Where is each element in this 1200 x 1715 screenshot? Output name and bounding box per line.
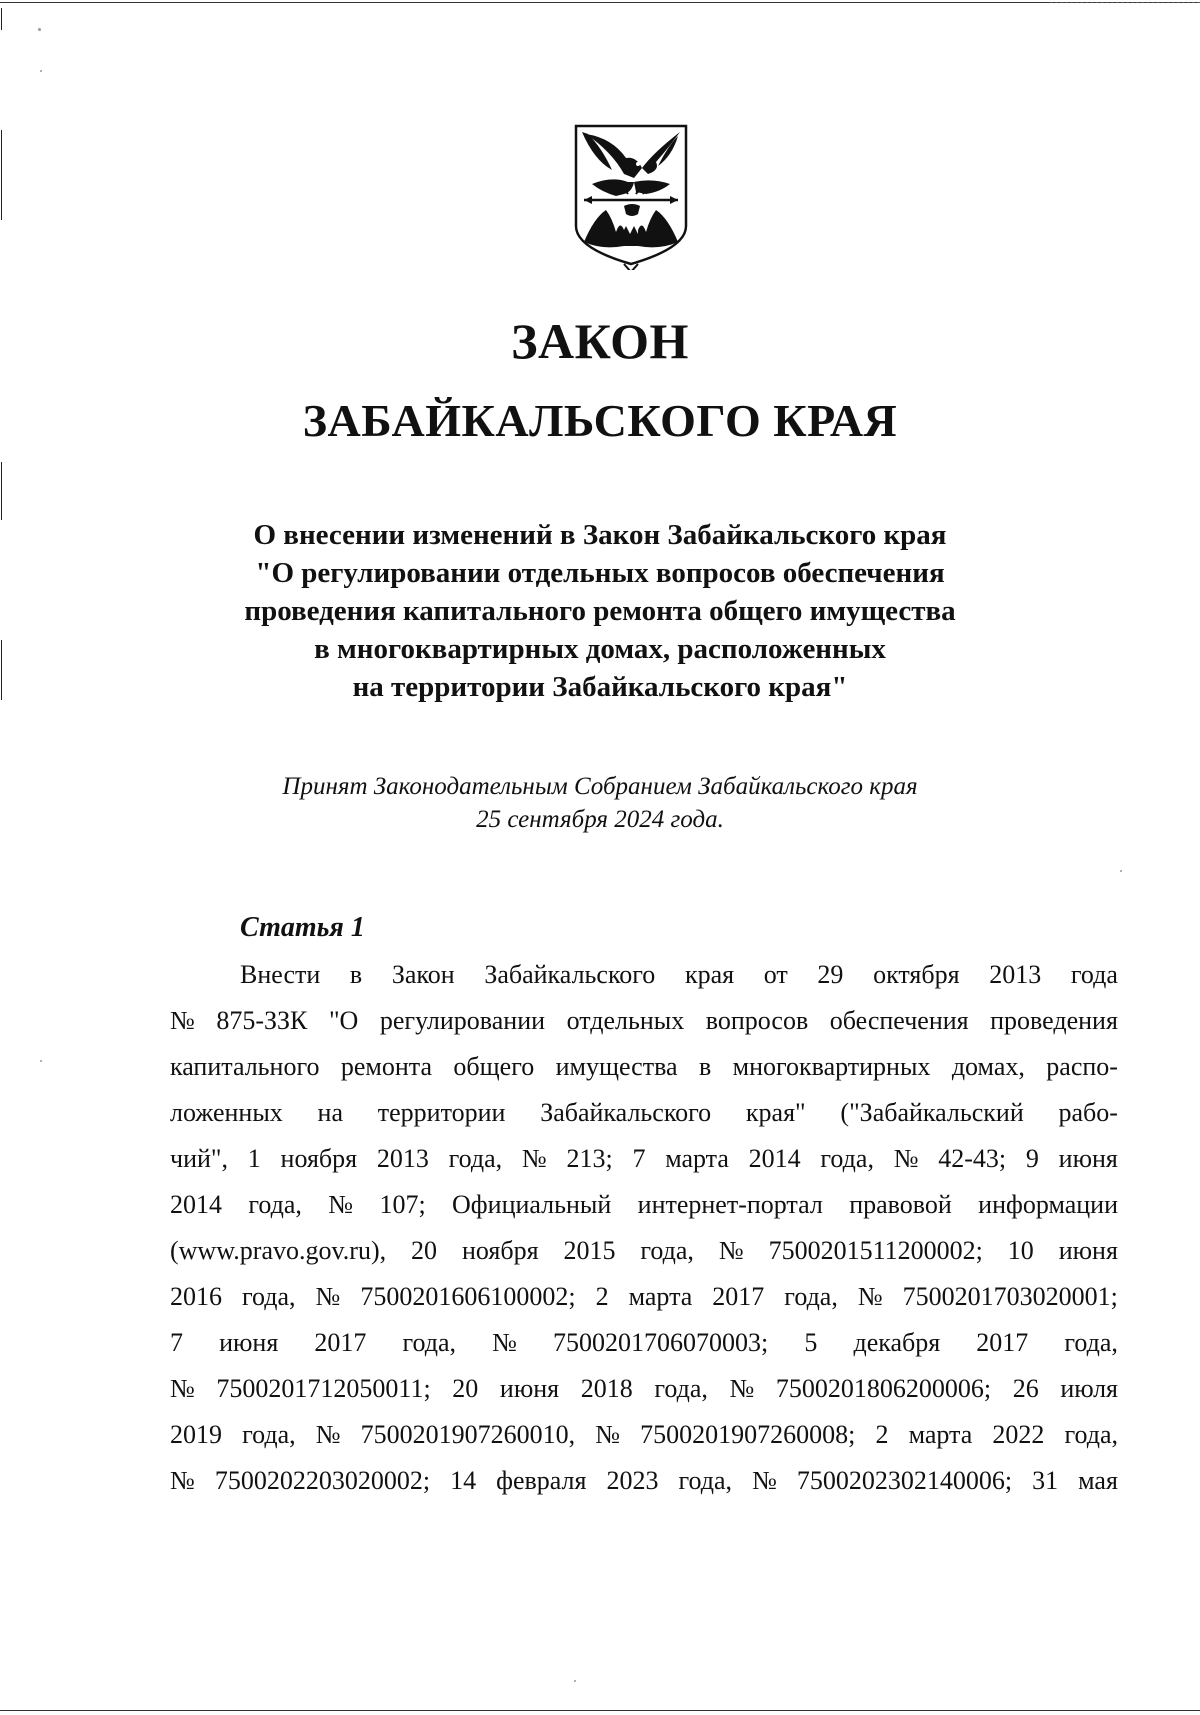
body-word: № bbox=[315, 1420, 341, 1449]
body-word: ложенных bbox=[170, 1098, 283, 1127]
law-subject bbox=[200, 516, 1000, 706]
body-line bbox=[170, 1274, 1118, 1320]
body-word: Внести bbox=[240, 960, 321, 989]
body-word: 14 bbox=[450, 1466, 477, 1495]
body-word: июня bbox=[499, 1374, 560, 1403]
body-word: 7500201907260010, bbox=[360, 1420, 576, 1449]
body-word: 42-43; bbox=[938, 1144, 1007, 1173]
body-word: № bbox=[315, 1282, 341, 1311]
body-word: распо- bbox=[1046, 1052, 1118, 1081]
body-word: 2015 bbox=[563, 1236, 616, 1265]
subject-line: проведения капитального ремонта общего имущества bbox=[244, 595, 956, 627]
body-word: № bbox=[328, 1190, 354, 1219]
body-word: 29 bbox=[817, 960, 844, 989]
subject-line: "О регулировании отдельных вопросов обеспечения bbox=[255, 557, 945, 589]
body-word: № bbox=[170, 1466, 195, 1495]
body-word: территории bbox=[377, 1098, 506, 1127]
body-word: марта bbox=[628, 1282, 693, 1311]
margin-mark bbox=[1, 8, 2, 30]
body-word: № bbox=[170, 1006, 195, 1035]
body-word: 2014 bbox=[170, 1190, 222, 1219]
body-word: 7 bbox=[170, 1328, 183, 1357]
law-region-title: ЗАБАЙКАЛЬСКОГО КРАЯ bbox=[302, 395, 898, 446]
body-word: проведения bbox=[990, 1006, 1118, 1035]
body-word: № bbox=[492, 1328, 517, 1357]
body-line bbox=[170, 1136, 1118, 1182]
body-word: 10 bbox=[1007, 1236, 1034, 1265]
adoption-line: 25 сентября 2024 года. bbox=[476, 806, 724, 833]
law-title: ЗАКОН bbox=[511, 313, 689, 369]
body-word: рабо- bbox=[1058, 1098, 1118, 1127]
body-word: в bbox=[349, 960, 363, 989]
body-word: 2013 bbox=[989, 960, 1042, 989]
subject-line: в многоквартирных домах, расположенных bbox=[314, 633, 886, 665]
body-word: года, bbox=[784, 1282, 838, 1311]
body-line bbox=[170, 998, 1118, 1044]
body-word: 2017 bbox=[712, 1282, 765, 1311]
body-word: 213; bbox=[566, 1144, 613, 1173]
body-word: марта bbox=[665, 1144, 729, 1173]
margin-mark bbox=[1, 462, 2, 520]
body-word: 2019 bbox=[170, 1420, 222, 1449]
body-word: (www.pravo.gov.ru), bbox=[170, 1236, 387, 1265]
body-word: года, bbox=[1064, 1328, 1118, 1357]
article-body bbox=[170, 952, 1118, 1504]
body-word: 31 bbox=[1032, 1466, 1059, 1495]
scan-edge-bottom bbox=[0, 1710, 1200, 1711]
body-word: отдельных bbox=[566, 1006, 685, 1035]
body-word: года, bbox=[640, 1236, 694, 1265]
subject-line: на территории Забайкальского края" bbox=[352, 671, 848, 703]
adoption-note bbox=[200, 770, 1000, 836]
body-word: Официальный bbox=[452, 1190, 612, 1219]
body-word: Закон bbox=[391, 960, 455, 989]
body-word: 26 bbox=[1012, 1374, 1039, 1403]
body-word: многоквартирных bbox=[732, 1052, 931, 1081]
body-word: февраля bbox=[496, 1466, 587, 1495]
body-word: № bbox=[718, 1236, 744, 1265]
body-word: вопросов bbox=[705, 1006, 809, 1035]
body-word: 20 bbox=[452, 1374, 479, 1403]
scan-speck bbox=[40, 70, 42, 72]
body-word: края bbox=[684, 960, 735, 989]
body-word: в bbox=[698, 1052, 712, 1081]
body-word: года, bbox=[402, 1328, 457, 1357]
body-word: октября bbox=[873, 960, 960, 989]
body-word: правовой bbox=[849, 1190, 952, 1219]
body-line bbox=[170, 1320, 1118, 1366]
scan-edge-top-dashed bbox=[1050, 2, 1200, 3]
body-word: 9 bbox=[1025, 1144, 1039, 1173]
body-word: 7500201511200002; bbox=[768, 1236, 983, 1265]
body-word: ноября bbox=[280, 1144, 358, 1173]
body-word: июля bbox=[1060, 1374, 1118, 1403]
body-word: марта bbox=[908, 1420, 973, 1449]
body-word: 2017 bbox=[314, 1328, 367, 1357]
body-word: ремонта bbox=[340, 1052, 433, 1081]
body-word: информации bbox=[978, 1190, 1118, 1219]
body-word: 2017 bbox=[976, 1328, 1029, 1357]
body-word: 7 bbox=[632, 1144, 646, 1173]
body-line bbox=[170, 1228, 1118, 1274]
body-word: № bbox=[752, 1466, 777, 1495]
body-line bbox=[170, 1412, 1118, 1458]
body-word: капитального bbox=[170, 1052, 320, 1081]
body-line bbox=[170, 1182, 1118, 1228]
scan-edge-top bbox=[0, 2, 1200, 3]
body-word: года, bbox=[448, 1144, 503, 1173]
body-word: Забайкальского bbox=[540, 1098, 712, 1127]
body-word: мая bbox=[1078, 1466, 1118, 1495]
adoption-line: Принят Законодательным Собранием Забайкальского края bbox=[282, 773, 918, 800]
body-line bbox=[170, 1090, 1118, 1136]
body-word: 1 bbox=[247, 1144, 261, 1173]
body-word: июня bbox=[219, 1328, 279, 1357]
body-word: года, bbox=[242, 1420, 296, 1449]
margin-mark bbox=[1, 640, 2, 700]
body-line bbox=[170, 1366, 1118, 1412]
body-word: 2 bbox=[875, 1420, 889, 1449]
body-word: Забайкальского bbox=[484, 960, 656, 989]
body-word: года bbox=[1070, 960, 1118, 989]
body-word: № bbox=[857, 1282, 883, 1311]
body-line bbox=[170, 1044, 1118, 1090]
body-word: года, bbox=[678, 1466, 733, 1495]
scan-speck bbox=[40, 1060, 42, 1062]
body-word: 2013 bbox=[376, 1144, 429, 1173]
body-word: интернет-портал bbox=[637, 1190, 823, 1219]
body-word: от bbox=[763, 960, 788, 989]
body-word: 7500202203020002; bbox=[214, 1466, 431, 1495]
body-word: июня bbox=[1058, 1236, 1118, 1265]
body-word: 2016 bbox=[170, 1282, 222, 1311]
body-word: домах, bbox=[951, 1052, 1025, 1081]
body-word: декабря bbox=[853, 1328, 941, 1357]
body-word: года, bbox=[1064, 1420, 1118, 1449]
body-word: 7500201712050011; bbox=[216, 1374, 431, 1403]
article-heading: Статья 1 bbox=[240, 912, 365, 943]
body-word: года, bbox=[242, 1282, 296, 1311]
body-word: года, bbox=[654, 1374, 708, 1403]
body-word: края" bbox=[745, 1098, 806, 1127]
body-word: 2022 bbox=[992, 1420, 1045, 1449]
coat-of-arms-icon bbox=[572, 122, 690, 270]
subject-line: О внесении изменений в Закон Забайкальского края bbox=[253, 519, 947, 551]
body-word: имущества bbox=[555, 1052, 678, 1081]
body-word: на bbox=[317, 1098, 344, 1127]
body-line bbox=[170, 1458, 1118, 1504]
body-word: 7500201703020001; bbox=[902, 1282, 1118, 1311]
body-word: 2023 bbox=[606, 1466, 659, 1495]
body-word: 2 bbox=[595, 1282, 609, 1311]
body-word: года, bbox=[820, 1144, 874, 1173]
body-word: 5 bbox=[804, 1328, 818, 1357]
body-word: № bbox=[170, 1374, 195, 1403]
body-word: 2014 bbox=[748, 1144, 801, 1173]
body-word: 7500201907260008; bbox=[640, 1420, 856, 1449]
body-word: 7500201606100002; bbox=[360, 1282, 576, 1311]
scan-speck bbox=[38, 28, 41, 31]
scan-speck bbox=[1120, 870, 1122, 872]
body-word: 875-ЗЗК bbox=[216, 1006, 308, 1035]
body-word: чий", bbox=[170, 1144, 229, 1173]
body-word: 7500201706070003; bbox=[553, 1328, 769, 1357]
body-word: 20 bbox=[411, 1236, 438, 1265]
body-word: июня bbox=[1058, 1144, 1118, 1173]
body-word: № bbox=[729, 1374, 755, 1403]
margin-mark bbox=[1, 130, 2, 220]
body-word: № bbox=[521, 1144, 547, 1173]
body-word: ноября bbox=[461, 1236, 539, 1265]
body-word: общего bbox=[453, 1052, 535, 1081]
body-word: 7500201806200006; bbox=[775, 1374, 992, 1403]
body-word: ("Забайкальский bbox=[840, 1098, 1024, 1127]
body-word: 2018 bbox=[580, 1374, 633, 1403]
body-word: № bbox=[893, 1144, 919, 1173]
body-word: 7500202302140006; bbox=[796, 1466, 1013, 1495]
scan-speck bbox=[574, 1680, 576, 1682]
body-word: обеспечения bbox=[829, 1006, 969, 1035]
body-word: № bbox=[595, 1420, 621, 1449]
body-word: года, bbox=[248, 1190, 302, 1219]
body-word: 107; bbox=[379, 1190, 426, 1219]
body-word: "О bbox=[328, 1006, 359, 1035]
body-word: регулировании bbox=[379, 1006, 546, 1035]
body-line bbox=[170, 952, 1118, 998]
